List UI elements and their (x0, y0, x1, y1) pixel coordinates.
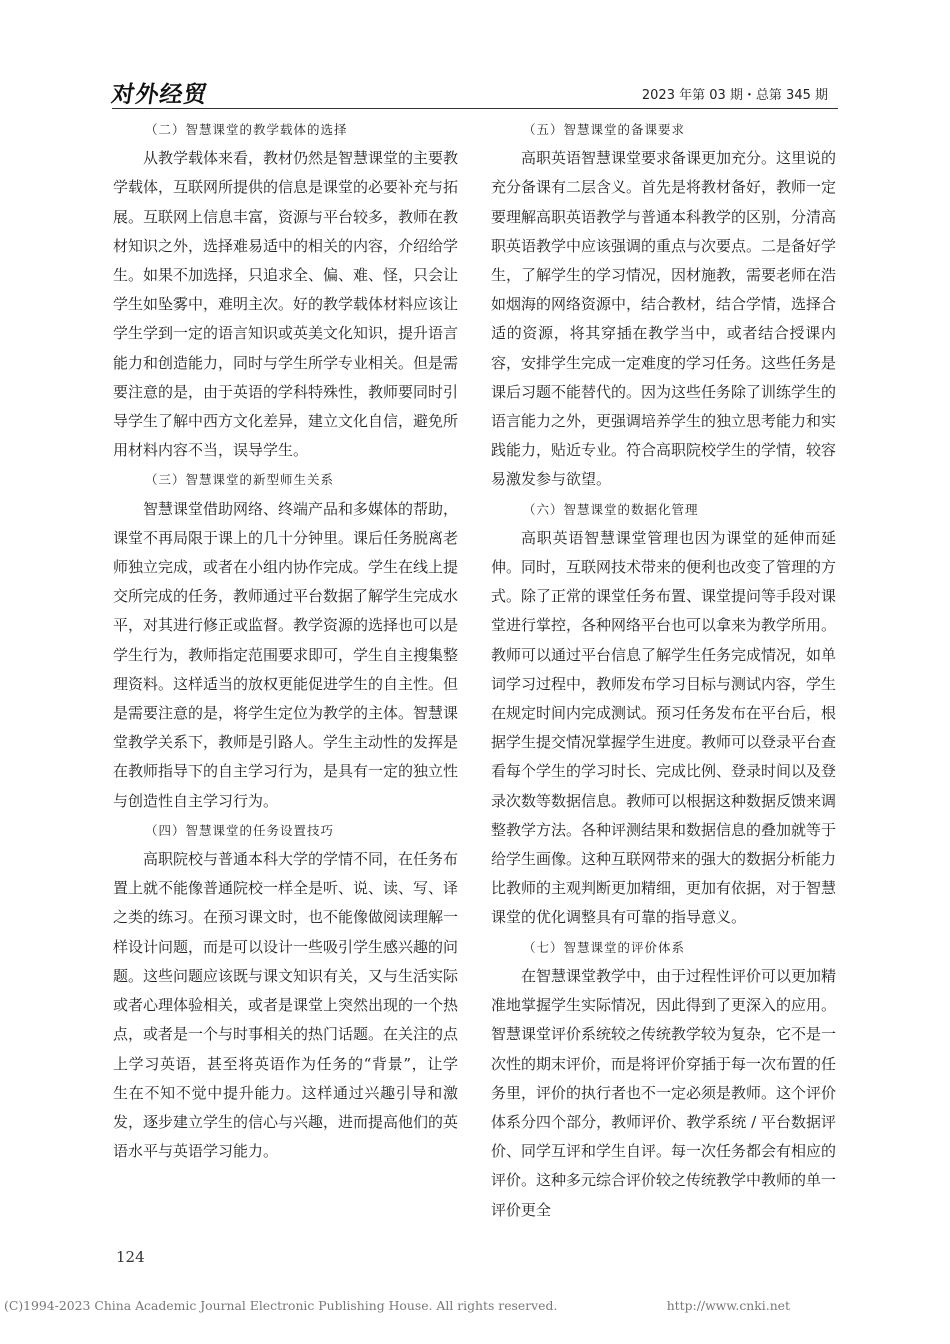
body-paragraph: 从教学载体来看，教材仍然是智慧课堂的主要教学载体，互联网所提供的信息是课堂的必要补充与拓展。互联网上信息丰富，资源与平台较多，教师在教材知识之外，选择难易适中的相关的内容，介绍给学生。如果不加选择，只追求全、偏、难、怪，只会让学生如坠雾中，难明主次。好的教学载体材料应该让学生学到一定的语言知识或英美文化知识，提升语言能力和创造能力，同时与学生所学专业相关。但是需要注意的是，由于英语的学科特殊性，教师要同时引导学生了解中西方文化差异，建立文化自信，避免所用材料内容不当，误导学生。 (113, 149, 459, 460)
body-paragraph: 高职院校与普通本科大学的学情不同，在任务布置上就不能像普通院校一样全是听、说、读、写、译之类的练习。在预习课文时，也不能像做阅读理解一样设计问题，而是可以设计一些吸引学生感兴趣的问题。这些问题应该既与课文知识有关，又与生活实际或者心理体验相关，或者是课堂上突然出现的一个热点，或者是一个与时事相关的热门话题。在关注的点上学习英语，甚至将英语作为任务的“背景”，让学生在不知不觉中提升能力。这样通过兴趣引导和激发，逐步建立学生的信心与兴趣，进而提高他们的英语水平与英语学习能力。 (113, 850, 459, 1161)
section-heading: （五）智慧课堂的备课要求 (523, 122, 686, 137)
left-column (113, 115, 458, 1166)
section-heading: （四）智慧课堂的任务设置技巧 (145, 822, 335, 838)
header-rule (112, 108, 838, 109)
issue-info: 2023 年第 03 期・总第 345 期 (641, 88, 828, 103)
section-heading: （三）智慧课堂的新型师生关系 (145, 472, 335, 488)
page-number: 124 (116, 1248, 145, 1266)
right-column (491, 115, 836, 1225)
body-paragraph: 智慧课堂借助网络、终端产品和多媒体的帮助，课堂不再局限于课上的几十分钟里。课后任务脱离老师独立完成，或者在小组内协作完成。学生在线上提交所完成的任务，教师通过平台数据了解学生完成水平，对其进行修正或监督。教学资源的选择也可以是学生行为，教师指定范围要求即可，学生自主搜集整理资料。这样适当的放权更能促进学生的自主性。但是需要注意的是，将学生定位为教学的主体。智慧课堂教学关系下，教师是引路人。学生主动性的发挥是在教师指导下的自主学习行为，是具有一定的独立性与创造性自主学习行为。 (113, 499, 459, 810)
body-paragraph: 高职英语智慧课堂管理也因为课堂的延伸而延伸。同时，互联网技术带来的便利也改变了管理的方式。除了正常的课堂任务布置、课堂提问等手段对课堂进行掌控，各种网络平台也可以拿来为教学所用。教师可以通过平台信息了解学生任务完成情况，如单词学习过程中，教师发布学习目标与测试内容，学生在规定时间内完成测试。预习任务发布在平台后，根据学生提交情况掌握学生进度。教师可以登录平台查看每个学生的学习时长、完成比例、登录时间以及登录次数等数据信息。教师可以根据这种数据反馈来调整教学方法。各种评测结果和数据信息的叠加就等于给学生画像。这种互联网带来的强大的数据分析能力比教师的主观判断更加精细，更加有依据，对于智慧课堂的优化调整具有可靠的指导意义。 (491, 528, 837, 927)
copyright-notice: (C)1994-2023 China Academic Journal Electronic Publishing House. All rights reserved. (4, 1298, 558, 1313)
section-heading: （七）智慧课堂的评价体系 (523, 939, 686, 955)
body-paragraph: 高职英语智慧课堂要求备课更加充分。这里说的充分备课有二层含义。首先是将教材备好，教师一定要理解高职英语教学与普通本科教学的区别，分清高职英语教学中应该强调的重点与次要点。二是备好学生，了解学生的学习情况，因材施教，需要老师在浩如烟海的网络资源中，结合教材，结合学情，选择合适的资源，将其穿插在教学当中，或者结合授课内容，安排学生完成一定难度的学习任务。这些任务是课后习题不能替代的。因为这些任务除了训练学生的语言能力之外，更强调培养学生的独立思考能力和实践能力，贴近专业。符合高职院校学生的学情，较容易激发参与欲望。 (491, 149, 837, 489)
body-paragraph: 在智慧课堂教学中，由于过程性评价可以更加精准地掌握学生实际情况，因此得到了更深入的应用。智慧课堂评价系统较之传统教学较为复杂，它不是一次性的期末评价，而是将评价穿插于每一次布置的任务里，评价的执行者也不一定必须是教师。这个评价体系分四个部分，教师评价、教学系统 / 平台数据评价、同学互评和学生自评。每一次任务都会有相应的评价。这种多元综合评价较之传统教学中教师的单一评价更全 (491, 966, 837, 1219)
journal-logo: 对外经贸 (109, 82, 210, 108)
section-heading: （六）智慧课堂的数据化管理 (523, 501, 699, 517)
section-heading: （二）智慧课堂的教学载体的选择 (145, 122, 348, 137)
cnki-link[interactable]: http://www.cnki.net (666, 1298, 790, 1313)
